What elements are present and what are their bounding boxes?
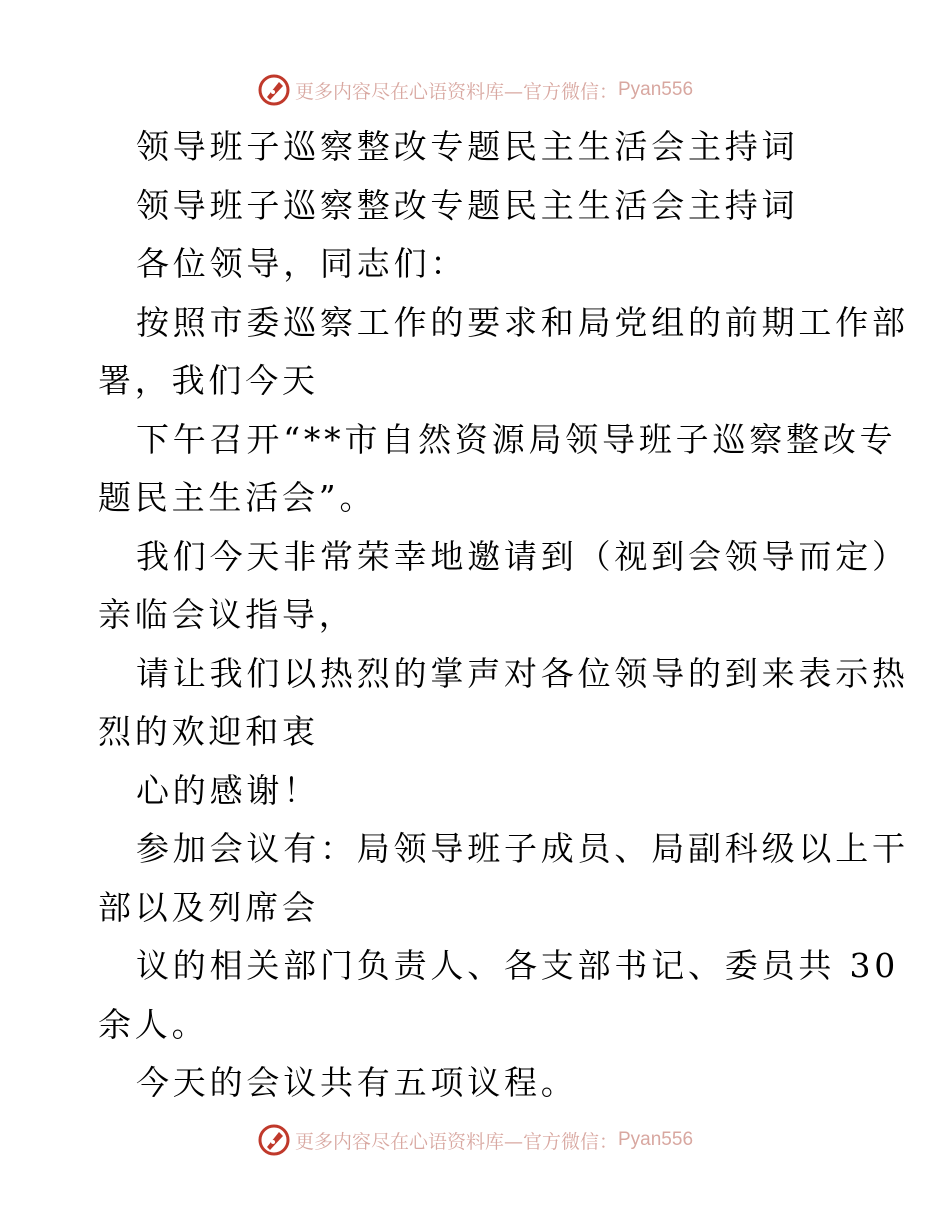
watermark-text: 更多内容尽在心语资料库—官方微信： [294,1130,618,1153]
watermark-wechat-id: Pyan556 [618,79,694,100]
paragraph-line: 题民主生活会”。 [98,478,377,517]
document-title-repeat: 领导班子巡察整改专题民主生活会主持词 [136,185,799,225]
paragraph-line: 下午召开“**市自然资源局领导班子巡察整改专 [136,419,897,459]
paragraph-line: 参加会议有：局领导班子成员、局副科级以上干 [136,829,909,868]
paragraph-line: 署，我们今天 [98,361,319,400]
pen-nib-seal-icon [257,73,291,107]
footer-watermark [0,1120,950,1160]
paragraph-line: 今天的会议共有五项议程。 [136,1063,578,1102]
paragraph-line: 烈的欢迎和衷 [98,712,319,751]
paragraph-line: 余人。 [98,1004,209,1044]
paragraph-line: 按照市委巡察工作的要求和局党组的前期工作部 [136,302,909,342]
salutation: 各位领导，同志们： [136,244,468,283]
paragraph-line: 部以及列席会 [98,887,319,927]
watermark-wechat-id: Pyan556 [618,1129,694,1150]
watermark-text: 更多内容尽在心语资料库—官方微信： [294,80,618,103]
document-title: 领导班子巡察整改专题民主生活会主持词 [136,127,799,166]
paragraph-line: 心的感谢！ [136,770,320,810]
header-watermark [0,70,950,110]
paragraph-line: 议的相关部门负责人、各支部书记、委员共 30 [136,946,900,985]
pen-nib-seal-icon [257,1123,291,1157]
paragraph-line: 我们今天非常荣幸地邀请到（视到会领导而定） [136,536,909,576]
paragraph-line: 亲临会议指导， [98,595,356,634]
document-body [98,118,909,1113]
paragraph-line: 请让我们以热烈的掌声对各位领导的到来表示热 [136,653,909,693]
